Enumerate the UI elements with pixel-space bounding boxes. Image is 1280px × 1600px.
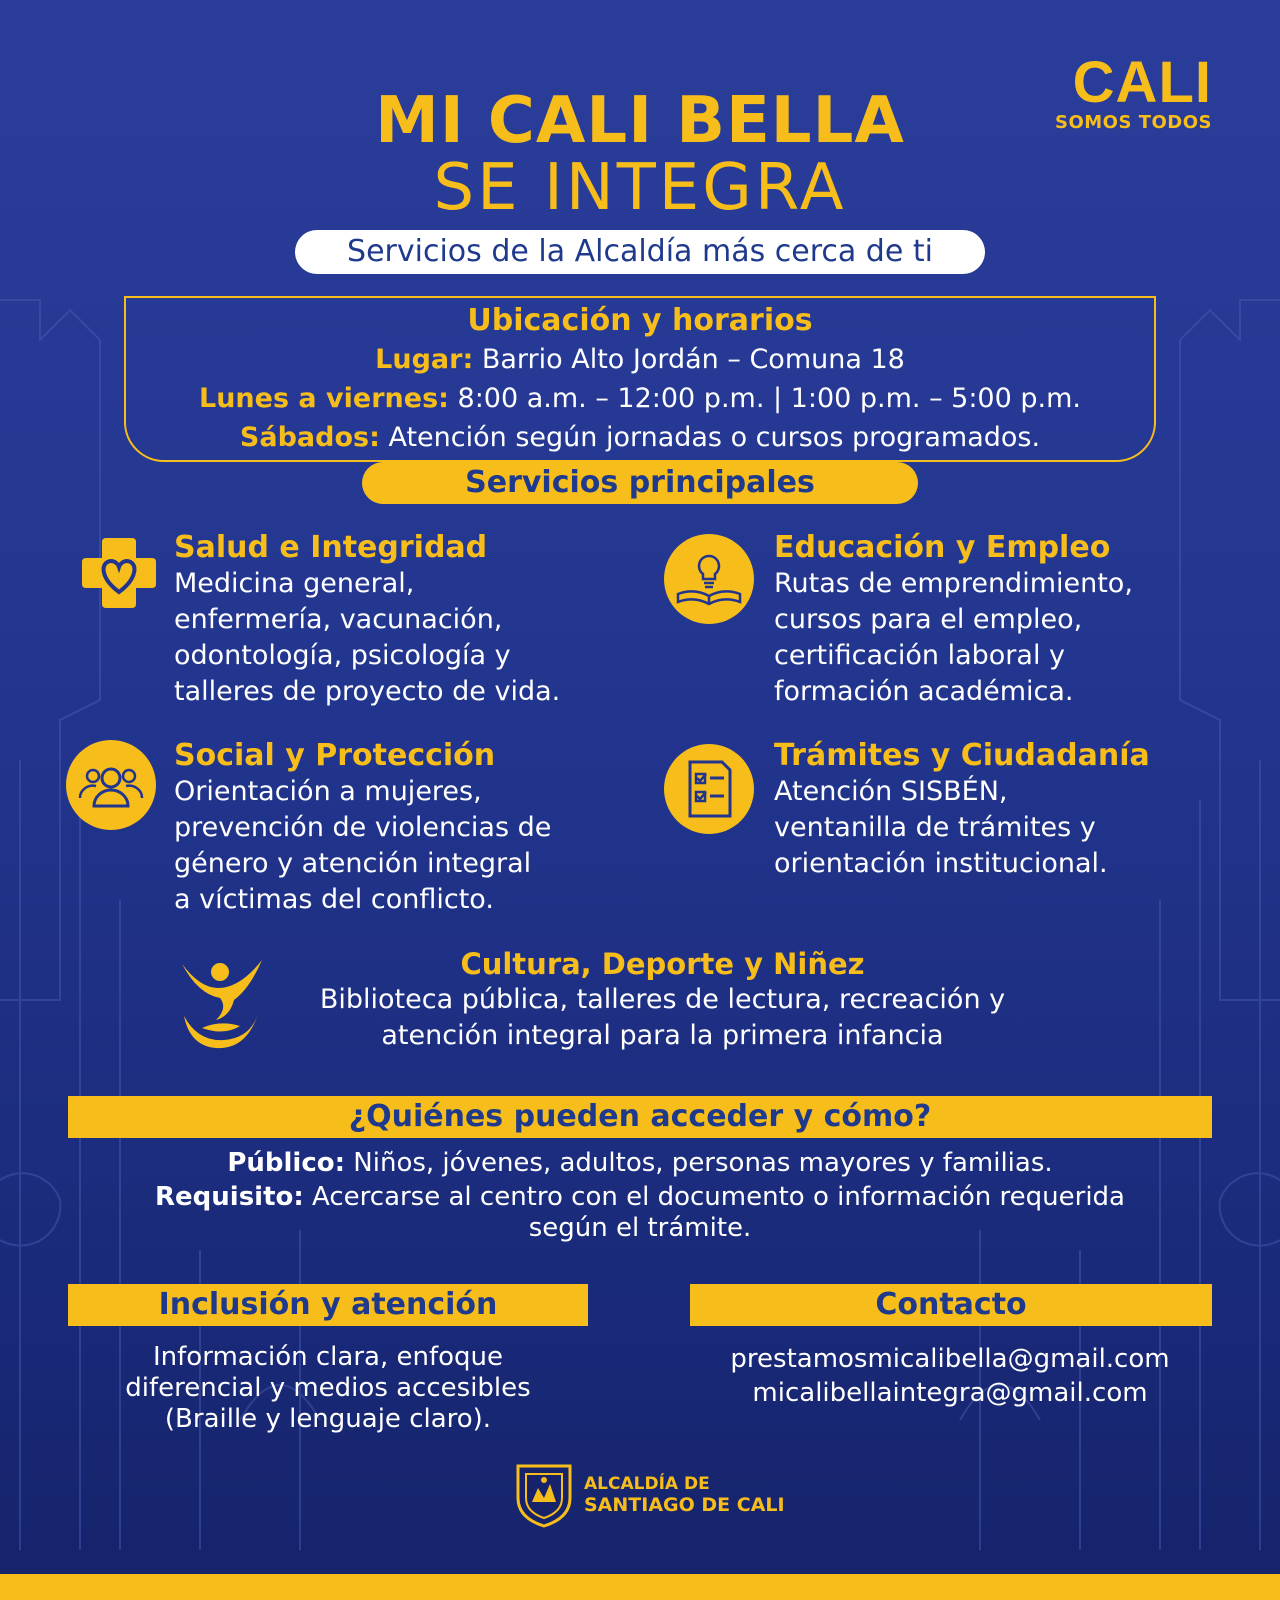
service-health-line: Medicina general, <box>174 568 415 599</box>
service-education-line: certificación laboral y <box>774 640 1066 671</box>
subtitle: Servicios de la Alcaldía más cerca de ti <box>295 230 985 274</box>
service-health-line: odontología, psicología y <box>174 640 511 671</box>
service-education-line: formación académica. <box>774 676 1074 707</box>
inclusion-line: Información clara, enfoque <box>153 1342 503 1372</box>
place-value: Barrio Alto Jordán – Comuna 18 <box>473 344 905 375</box>
footer-line-1: ALCALDÍA DE <box>584 1474 710 1494</box>
lightbulb-book-icon <box>664 534 754 624</box>
weekdays-label: Lunes a viernes: <box>199 383 449 414</box>
contact-emails <box>660 1342 1240 1410</box>
footer-line-2: SANTIAGO DE CALI <box>584 1494 785 1516</box>
coat-of-arms-icon <box>514 1462 574 1528</box>
service-education <box>774 530 1234 710</box>
service-social <box>174 738 634 918</box>
saturday-value: Atención según jornadas o cursos programados. <box>379 422 1041 453</box>
page-title <box>0 84 1280 225</box>
footer-text <box>584 1474 785 1516</box>
service-social-line: prevención de violencias de <box>174 812 552 843</box>
service-procedures-title: Trámites y Ciudadanía <box>774 738 1150 773</box>
service-procedures-line: Atención SISBÉN, <box>774 776 1008 807</box>
service-health-title: Salud e Integridad <box>174 530 488 565</box>
service-health-line: talleres de proyecto de vida. <box>174 676 561 707</box>
place-line <box>126 340 1154 379</box>
saturday-label: Sábados: <box>239 422 380 453</box>
inclusion-heading: Inclusión y atención <box>68 1284 588 1326</box>
email-link[interactable]: prestamosmicalibella@gmail.com <box>730 1344 1170 1374</box>
public-label: Público: <box>227 1148 346 1178</box>
service-health-line: enfermería, vacunación, <box>174 604 503 635</box>
service-procedures-line: orientación institucional. <box>774 848 1108 879</box>
service-social-line: a víctimas del conflicto. <box>174 884 494 915</box>
public-value: Niños, jóvenes, adultos, personas mayores y familias. <box>345 1148 1053 1178</box>
public-line <box>40 1146 1240 1180</box>
access-heading: ¿Quiénes pueden acceder y cómo? <box>68 1096 1212 1138</box>
access-info <box>40 1146 1240 1242</box>
weekdays-line <box>126 379 1154 418</box>
service-education-title: Educación y Empleo <box>774 530 1111 565</box>
service-procedures <box>774 738 1234 882</box>
brand-name: CALI <box>1072 50 1212 115</box>
service-social-line: Orientación a mujeres, <box>174 776 482 807</box>
title-line-1: MI CALI BELLA <box>375 84 905 158</box>
inclusion-line: (Braille y lenguaje claro). <box>164 1404 492 1434</box>
place-label: Lugar: <box>375 344 474 375</box>
service-culture-title: Cultura, Deporte y Niñez <box>460 947 865 981</box>
saturday-line <box>126 418 1154 457</box>
service-procedures-line: ventanilla de trámites y <box>774 812 1096 843</box>
service-social-line: género y atención integral <box>174 848 532 879</box>
requirement-line-2: según el trámite. <box>528 1213 752 1243</box>
schedule-title: Ubicación y horarios <box>467 303 813 338</box>
bottom-strip <box>0 1574 1280 1600</box>
service-health <box>174 530 624 710</box>
contact-heading: Contacto <box>690 1284 1212 1326</box>
brand-tagline: SOMOS TODOS <box>1055 112 1212 133</box>
service-social-title: Social y Protección <box>174 738 496 773</box>
people-group-icon <box>66 740 156 830</box>
service-culture <box>270 946 1055 1054</box>
service-education-line: cursos para el empleo, <box>774 604 1083 635</box>
requirement-label: Requisito: <box>155 1182 304 1212</box>
title-line-2: SE INTEGRA <box>433 151 847 225</box>
service-culture-line: Biblioteca pública, talleres de lectura, recreación y <box>319 984 1006 1015</box>
service-education-line: Rutas de emprendimiento, <box>774 568 1133 599</box>
service-culture-line: atención integral para la primera infancia <box>381 1020 944 1051</box>
requirement-value: Acercarse al centro con el documento o información requerida <box>303 1182 1125 1212</box>
email-link[interactable]: micalibellaintegra@gmail.com <box>752 1378 1148 1408</box>
inclusion-line: diferencial y medios accesibles <box>125 1373 531 1403</box>
footer-logo <box>514 1462 785 1528</box>
services-heading: Servicios principales <box>362 462 918 504</box>
requirement-line <box>40 1180 1240 1214</box>
schedule-box <box>124 296 1156 462</box>
inclusion-text <box>68 1342 588 1435</box>
weekdays-value: 8:00 a.m. – 12:00 p.m. | 1:00 p.m. – 5:00 p.m. <box>448 383 1081 414</box>
checklist-document-icon <box>664 744 754 834</box>
child-figure-icon <box>180 958 264 1050</box>
health-cross-icon <box>80 534 158 612</box>
